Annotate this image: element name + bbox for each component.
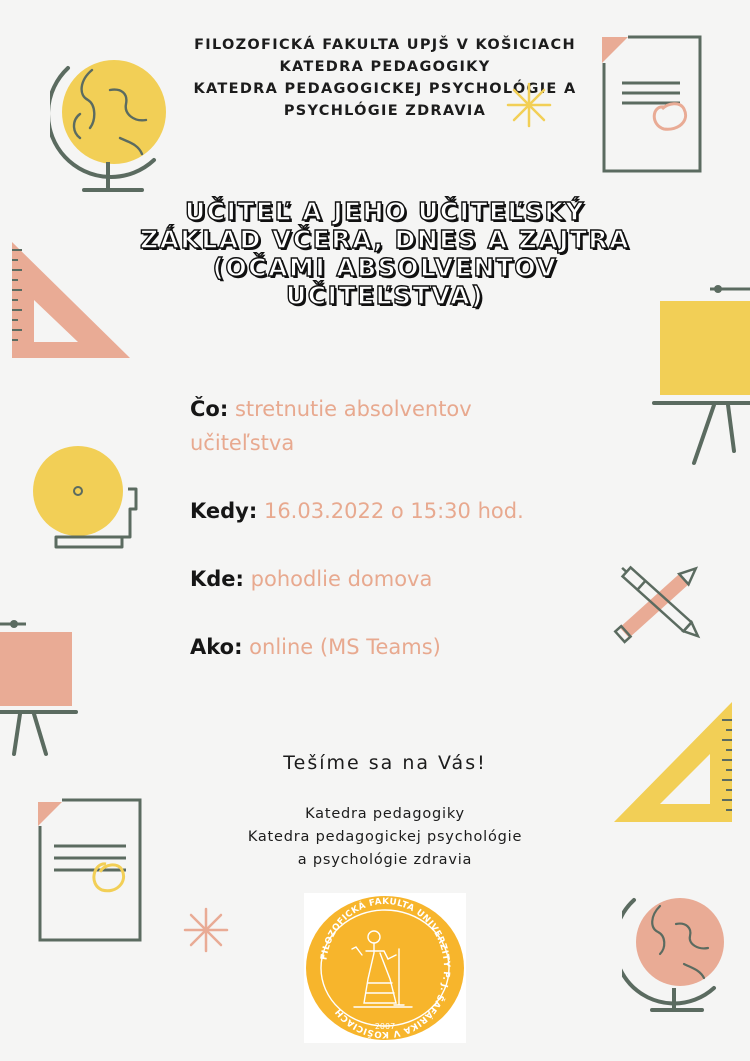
info-what-label: Čo:: [190, 397, 229, 421]
info-how: [190, 630, 441, 664]
faculty-logo: [304, 893, 466, 1043]
organizer-line: a psychológie zdravia: [297, 852, 473, 868]
document-icon: [602, 33, 702, 173]
info-when-value: 16.03.2022 o 15:30 hod.: [263, 499, 524, 523]
info-what-value-2: učiteľstva: [190, 431, 295, 455]
info-what-value: stretnutie absolventov: [234, 397, 472, 421]
organizer-line: Katedra pedagogiky: [305, 806, 465, 822]
info-how-value: online (MS Teams): [249, 635, 441, 659]
title-line: UČITEĽ A JEHO UČITEĽSKÝ: [184, 197, 585, 226]
header-line: PSYCHLÓGIE ZDRAVIA: [283, 103, 487, 119]
document-icon: [38, 798, 142, 943]
triangle-ruler-icon: [8, 240, 133, 360]
title-line: (OČAMI ABSOLVENTOV: [212, 253, 558, 282]
title-line: ZÁKLAD VČERA, DNES A ZAJTRA: [139, 225, 631, 254]
sparkle-icon: [506, 82, 552, 128]
info-when: [190, 494, 524, 528]
sparkle-icon: [183, 907, 229, 953]
seal-ring-text: FILOZOFICKÁ FAKULTA UNIVERZITY P. J. ŠAFÁRIKA V KOŠICIACH: [319, 896, 452, 1040]
triangle-ruler-icon: [612, 700, 737, 825]
organizer-line: Katedra pedagogickej psychológie: [247, 829, 523, 845]
globe-icon: [622, 890, 732, 1015]
seal-year: 2007: [374, 1022, 396, 1031]
info-where-label: Kde:: [190, 567, 244, 591]
header-line: KATEDRA PEDAGOGIKY: [279, 59, 491, 75]
organizers: [190, 803, 580, 872]
info-what: [190, 392, 530, 460]
event-title: [120, 198, 650, 310]
info-how-label: Ako:: [190, 635, 243, 659]
globe-icon: [50, 50, 170, 195]
header-line: KATEDRA PEDAGOGICKEJ PSYCHOLÓGIE A: [193, 81, 577, 97]
header-line: FILOZOFICKÁ FAKULTA UPJŠ V KOŠICIACH: [194, 37, 576, 53]
title-line: UČITEĽSTVA): [286, 281, 484, 310]
pencil-pen-icon: [605, 550, 715, 655]
info-when-label: Kedy:: [190, 499, 258, 523]
easel-icon: [652, 283, 750, 468]
info-where-value: pohodlie domova: [250, 567, 433, 591]
bell-icon: [30, 445, 145, 555]
greeting: Tešíme sa na Vás!: [283, 752, 487, 774]
easel-icon: [0, 618, 80, 758]
faculty-seal-icon: [304, 893, 466, 1043]
info-where: [190, 562, 432, 596]
